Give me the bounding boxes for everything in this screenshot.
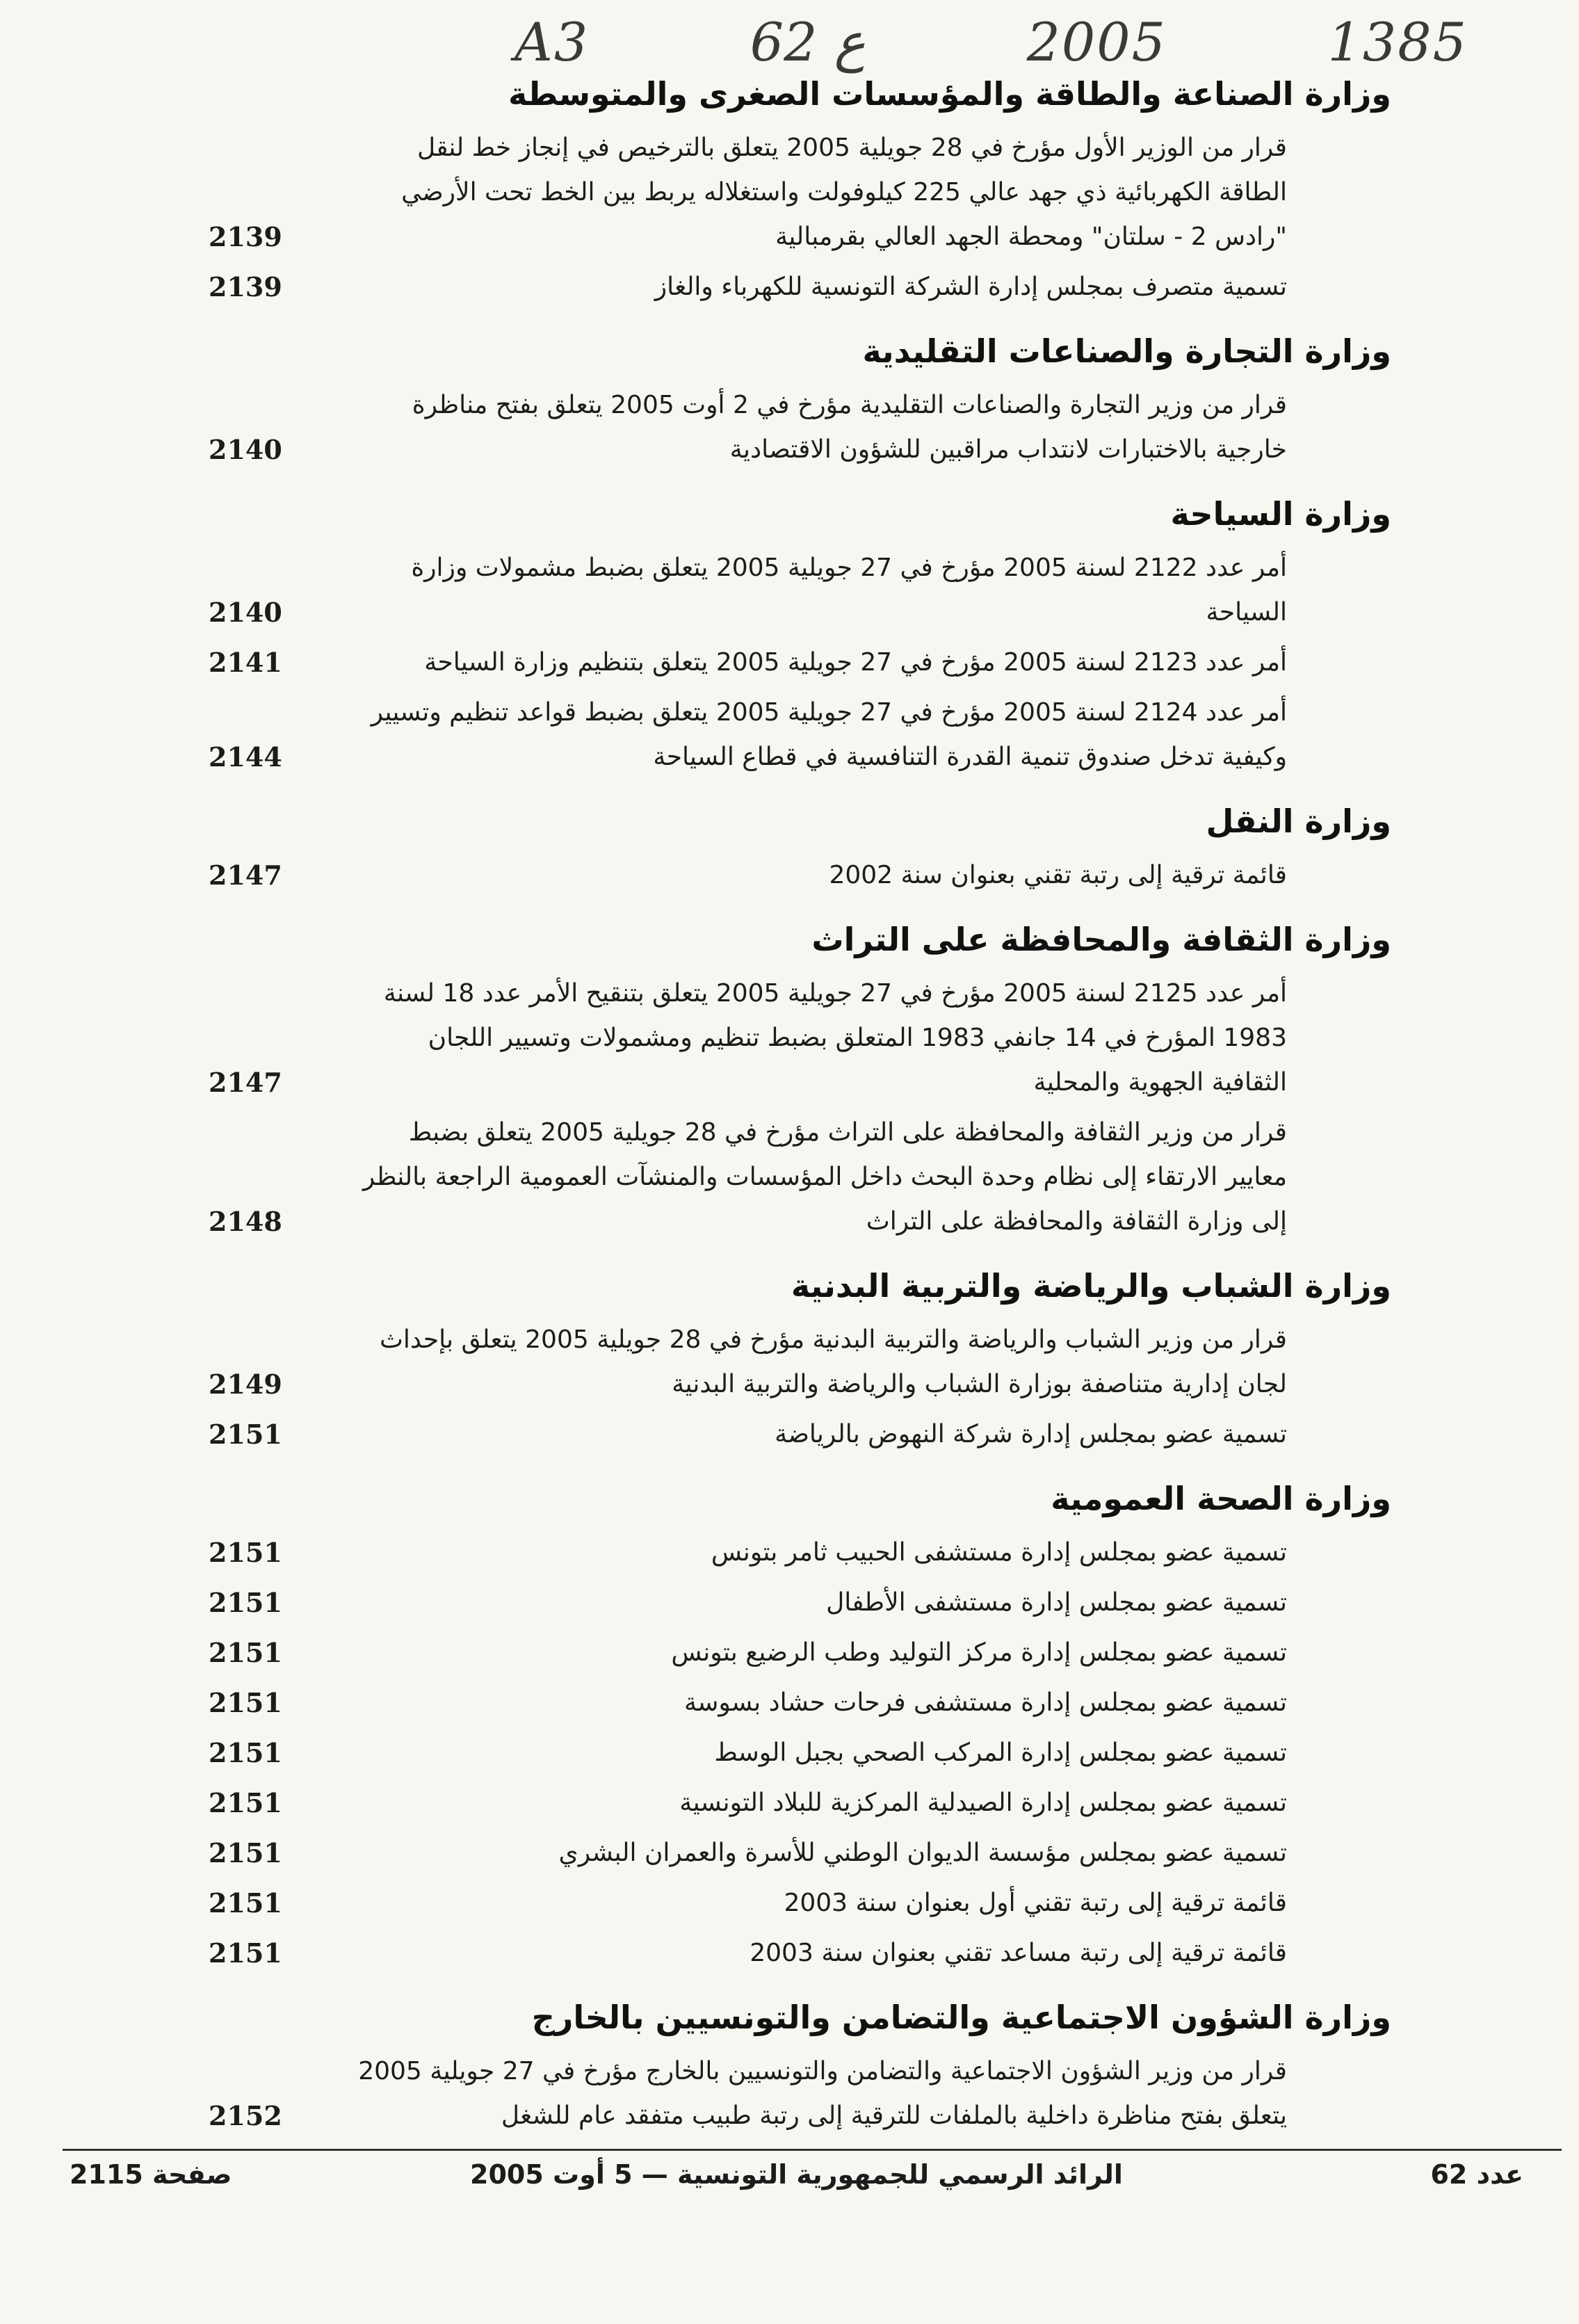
footer-page-number: صفحة 2115 [70, 2159, 232, 2190]
toc-entry [209, 1831, 1391, 1875]
toc-entry [209, 1111, 1391, 1244]
toc-entry [209, 1781, 1391, 1825]
toc-entry [209, 1631, 1391, 1675]
entry-text: قرار من وزير الثقافة والمحافظة على التراث مؤرخ في 28 جويلية 2005 يتعلق بضبط معايير الارتقاء إلى نظام وحدة البحث داخل المؤسسات والمنشآت العمومية الراجعة بالنظر إلى وزارة الثقافة والمحافظة على التراث [362, 1118, 1287, 1236]
entry-page-number: 2139 [209, 221, 282, 252]
entry-page-number: 2151 [209, 1937, 282, 1969]
entry-text: تسمية عضو بمجلس إدارة المركب الصحي بجبل الوسط [714, 1738, 1287, 1767]
entry-text: قرار من الوزير الأول مؤرخ في 28 جويلية 2005 يتعلق بالترخيص في إنجاز خط لنقل الطاقة الكهربائية ذي جهد عالي 225 كيلوفولت واستغلاله يربط بين الخط تحت الأرضي "رادس 2 - سلتان" ومحطة الجهد العالي بقرمبالية [401, 134, 1287, 251]
toc-entry [209, 1412, 1391, 1457]
entry-page-number: 2151 [209, 1737, 282, 1768]
entry-text: تسمية عضو بمجلس إدارة مستشفى الأطفال [826, 1588, 1287, 1617]
entry-text: أمر عدد 2124 لسنة 2005 مؤرخ في 27 جويلية 2005 يتعلق بضبط قواعد تنظيم وتسيير وكيفية تدخل صندوق تنمية القدرة التنافسية في قطاع السياحة [371, 698, 1287, 771]
entry-text: قائمة ترقية إلى رتبة تقني أول بعنوان سنة 2003 [784, 1889, 1287, 1917]
toc-entry [209, 126, 1391, 259]
ministry-section [209, 493, 1391, 780]
entry-page-number: 2151 [209, 1887, 282, 1919]
toc-entry [209, 1681, 1391, 1725]
entry-page-number: 2140 [209, 434, 282, 465]
entry-page-number: 2147 [209, 1067, 282, 1098]
toc-entry [209, 1581, 1391, 1625]
entry-text: تسمية عضو بمجلس إدارة شركة النهوض بالرياضة [775, 1420, 1287, 1449]
handwritten-note-part: 2005 [1026, 10, 1167, 73]
ministry-section [209, 919, 1391, 1244]
ministry-section [209, 800, 1391, 898]
entry-page-number: 2148 [209, 1206, 282, 1237]
toc-entry [209, 640, 1391, 685]
toc-entry [209, 383, 1391, 472]
toc-entry [209, 1531, 1391, 1575]
entry-page-number: 2149 [209, 1369, 282, 1400]
entry-page-number: 2151 [209, 1419, 282, 1450]
handwritten-note-part: A3 [515, 10, 590, 73]
ministry-section [209, 73, 1391, 309]
entry-text: تسمية عضو بمجلس إدارة مستشفى فرحات حشاد بسوسة [683, 1688, 1287, 1717]
toc-entry [209, 971, 1391, 1105]
entry-text: تسمية عضو بمجلس إدارة مستشفى الحبيب ثامر بتونس [711, 1538, 1287, 1567]
ministry-title: وزارة السياحة [1170, 495, 1391, 533]
handwritten-note-part: 1385 [1327, 10, 1468, 73]
ministry-title: وزارة الشؤون الاجتماعية والتضامن والتونسيين بالخارج [531, 1999, 1391, 2036]
entry-page-number: 2151 [209, 1637, 282, 1668]
entry-page-number: 2151 [209, 1837, 282, 1869]
toc-entry [209, 1931, 1391, 1976]
ministry-title: وزارة الصناعة والطاقة والمؤسسات الصغرى والمتوسطة [508, 75, 1391, 113]
entry-page-number: 2144 [209, 741, 282, 773]
entry-text: أمر عدد 2125 لسنة 2005 مؤرخ في 27 جويلية 2005 يتعلق بتنقيح الأمر عدد 18 لسنة 1983 المؤرخ في 14 جانفي 1983 المتعلق بضبط تنظيم ومشمولات وتسيير اللجان الثقافية الجهوية والمحلية [383, 979, 1287, 1097]
toc-entry [209, 2049, 1391, 2138]
entry-page-number: 2151 [209, 1687, 282, 1718]
ministry-title: وزارة الثقافة والمحافظة على التراث [811, 921, 1391, 958]
entry-page-number: 2151 [209, 1587, 282, 1618]
ministry-title: وزارة الصحة العمومية [1051, 1480, 1391, 1517]
entry-page-number: 2140 [209, 597, 282, 628]
entry-page-number: 2139 [209, 271, 282, 302]
entry-text: تسمية عضو بمجلس إدارة مركز التوليد وطب الرضيع بتونس [671, 1638, 1287, 1667]
toc-entry [209, 265, 1391, 309]
ministry-title: وزارة النقل [1206, 802, 1391, 840]
handwritten-note [515, 7, 1468, 76]
entry-page-number: 2147 [209, 860, 282, 891]
entry-text: تسمية متصرف بمجلس إدارة الشركة التونسية للكهرباء والغاز [654, 273, 1287, 301]
page-footer [70, 2159, 1523, 2201]
entry-text: تسمية عضو بمجلس مؤسسة الديوان الوطني للأسرة والعمران البشري [558, 1839, 1287, 1867]
entry-text: قرار من وزير الشؤون الاجتماعية والتضامن والتونسيين بالخارج مؤرخ في 27 جويلية 2005 يتعلق بفتح مناظرة داخلية بالملفات للترقية إلى رتبة طبيب متفقد عام للشغل [358, 2057, 1287, 2130]
toc-entry [209, 853, 1391, 898]
entry-text: قرار من وزير التجارة والصناعات التقليدية مؤرخ في 2 أوت 2005 يتعلق بفتح مناظرة خارجية بالاختبارات لانتداب مراقبين للشؤون الاقتصادية [412, 391, 1287, 464]
toc-entry [209, 546, 1391, 635]
ministry-title: وزارة الشباب والرياضة والتربية البدنية [791, 1267, 1391, 1305]
handwritten-note-part: 62 ع [750, 10, 866, 73]
toc-entry [209, 1881, 1391, 1926]
toc-entry [209, 1318, 1391, 1407]
entry-text: أمر عدد 2123 لسنة 2005 مؤرخ في 27 جويلية 2005 يتعلق بتنظيم وزارة السياحة [424, 648, 1287, 677]
ministry-section [209, 1478, 1391, 1976]
ministry-section [209, 330, 1391, 472]
table-of-contents [209, 73, 1391, 2159]
footer-issue-number: عدد 62 [1430, 2159, 1523, 2190]
ministry-title: وزارة التجارة والصناعات التقليدية [862, 332, 1391, 370]
entry-page-number: 2151 [209, 1537, 282, 1568]
entry-page-number: 2151 [209, 1787, 282, 1818]
footer-journal-title: الرائد الرسمي للجمهورية التونسية — 5 أوت 2005 [470, 2159, 1123, 2190]
entry-text: قائمة ترقية إلى رتبة مساعد تقني بعنوان سنة 2003 [750, 1939, 1287, 1967]
entry-page-number: 2141 [209, 647, 282, 678]
entry-text: أمر عدد 2122 لسنة 2005 مؤرخ في 27 جويلية 2005 يتعلق بضبط مشمولات وزارة السياحة [411, 554, 1287, 627]
ministry-section [209, 1996, 1391, 2138]
entry-page-number: 2152 [209, 2100, 282, 2131]
entry-text: قائمة ترقية إلى رتبة تقني بعنوان سنة 2002 [829, 861, 1287, 889]
toc-entry [209, 691, 1391, 780]
ministry-section [209, 1265, 1391, 1457]
entry-text: قرار من وزير الشباب والرياضة والتربية البدنية مؤرخ في 28 جويلية 2005 يتعلق بإحداث لجان إدارية متناصفة بوزارة الشباب والرياضة والتربية البدنية [380, 1325, 1287, 1398]
footer-divider [63, 2149, 1562, 2151]
toc-entry [209, 1731, 1391, 1775]
entry-text: تسمية عضو بمجلس إدارة الصيدلية المركزية للبلاد التونسية [679, 1789, 1287, 1817]
